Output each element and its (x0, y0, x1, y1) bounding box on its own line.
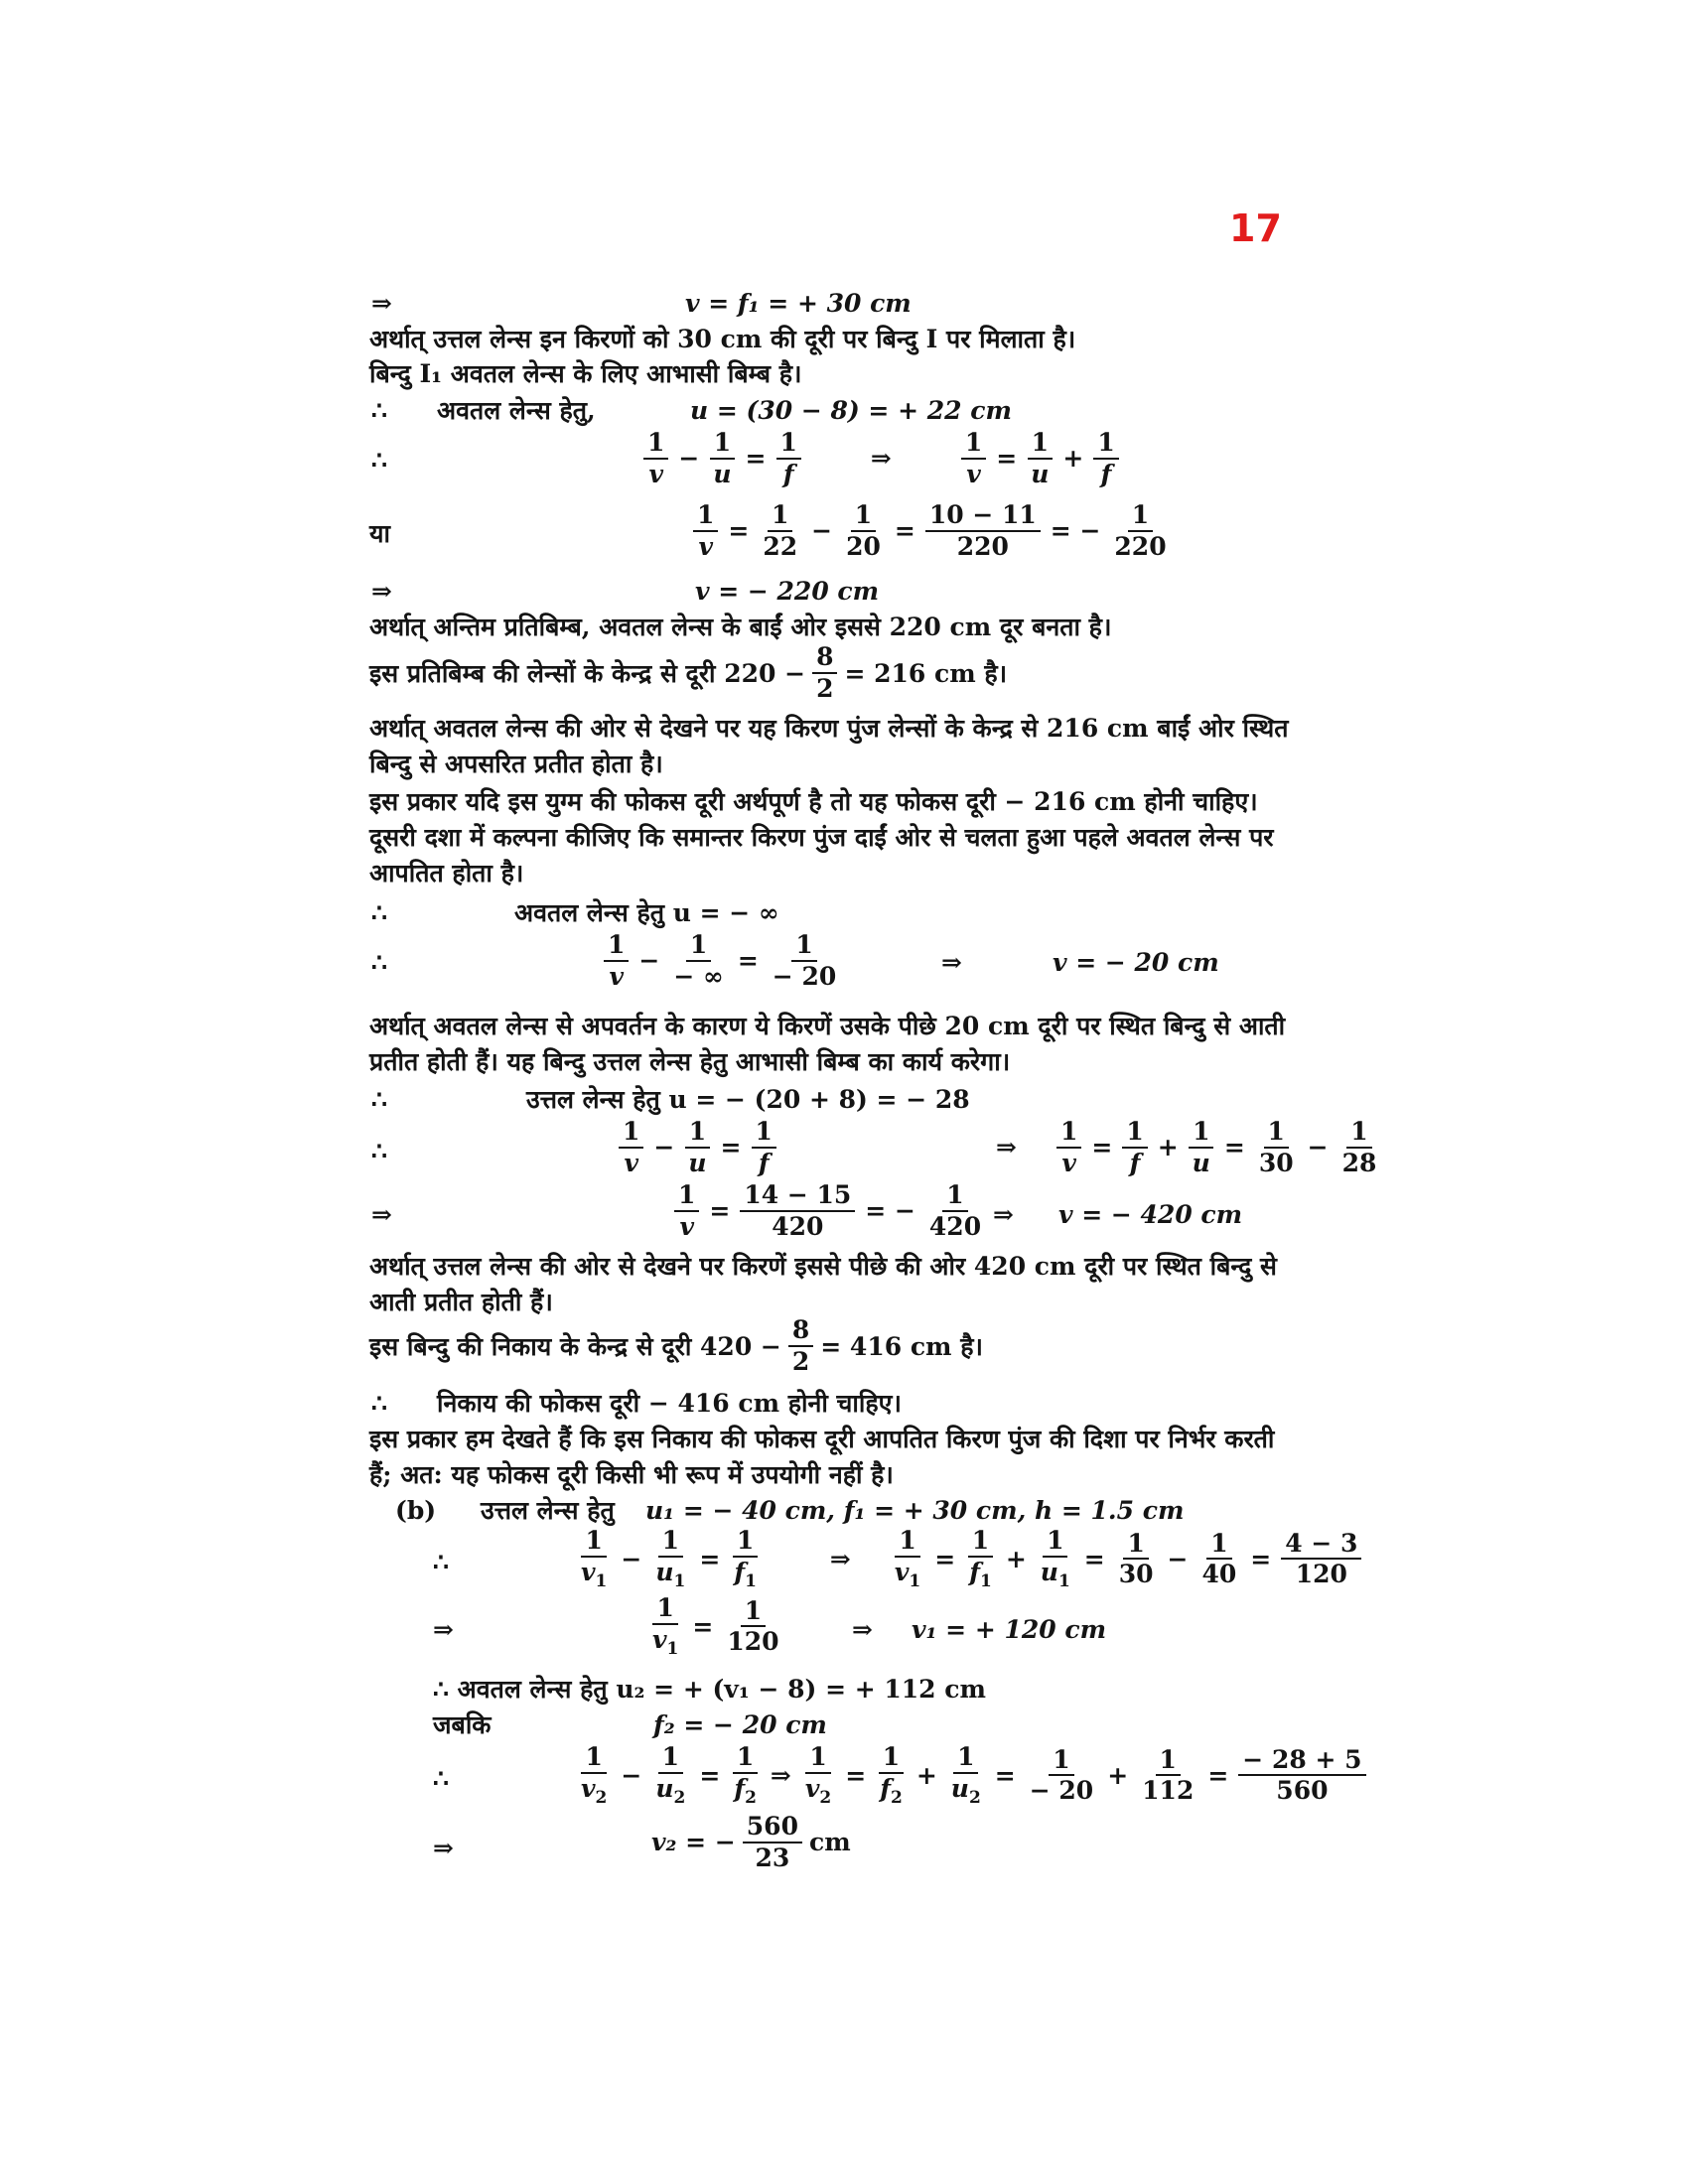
equation-1-over-v: $\frac{1}{v}$ = $\frac{1}{22}$ − $\frac{1}{20}$ = $\frac{10 - 11}{220}$ = − $\frac{1}{220}$ (690, 501, 1174, 560)
implies-mark: ⇒ (941, 948, 962, 977)
therefore-mark: ∴ (371, 948, 387, 977)
equation-u: u = (30 − 8) = + 22 cm (690, 396, 1012, 425)
text-line: इस प्रकार यदि इस युग्म की फोकस दूरी अर्थपूर्ण है तो यह फोकस दूरी − 216 cm होनी चाहिए। (369, 787, 1258, 816)
text-line: अर्थात् उत्तल लेन्स इन किरणों को 30 cm की दूरी पर बिन्दु I पर मिलाता है। (369, 325, 1076, 353)
equation-v-result: v = − 420 cm (1058, 1200, 1243, 1229)
equation-v2-result: v₂ = − $\frac{560}{23}$ cm (651, 1812, 851, 1872)
therefore-mark: ∴ (371, 1085, 387, 1114)
equation-convex-lens-2: ⇒ $\frac{1}{v}$ = $\frac{1}{f}$ + $\frac{1}{u}$ = $\frac{1}{30}$ − $\frac{1}{28}$ (996, 1117, 1377, 1177)
text-line: हैं; अत: यह फोकस दूरी किसी भी रूप में उपयोगी नहीं है। (369, 1460, 894, 1489)
equation-given-values: u₁ = − 40 cm, f₁ = + 30 cm, h = 1.5 cm (645, 1496, 1185, 1525)
therefore-mark: ∴ (371, 898, 387, 927)
text-line: निकाय की फोकस दूरी − 416 cm होनी चाहिए। (437, 1389, 902, 1418)
therefore-mark: ∴ (371, 1389, 387, 1418)
therefore-mark: ∴ (433, 1548, 449, 1576)
or-mark: या (369, 519, 390, 548)
implies-mark: ⇒ (371, 1200, 392, 1229)
text-line: आपतित होता है। (369, 859, 524, 887)
text-line: इस प्रकार हम देखते हैं कि इस निकाय की फोकस दूरी आपतित किरण पुंज की दिशा पर निर्भर करती (369, 1425, 1275, 1453)
equation-lens-formula: $\frac{1}{v}$ − $\frac{1}{u}$ = $\frac{1}{f}$ ⇒ $\frac{1}{v}$ = $\frac{1}{u}$ + $\frac{1}{f}$ (640, 429, 1122, 487)
implies-mark: ⇒ (371, 577, 392, 606)
therefore-mark: ∴ (371, 396, 387, 425)
text-line: बिन्दु से अपसरित प्रतीत होता है। (369, 750, 663, 778)
therefore-mark: ∴ (371, 1137, 387, 1165)
text-line: उत्तल लेन्स हेतु (481, 1496, 615, 1525)
equation-f2: f₂ = − 20 cm (653, 1710, 827, 1739)
therefore-mark: ∴ (433, 1764, 449, 1793)
text-line: दूसरी दशा में कल्पना कीजिए कि समान्तर किरण पुंज दाईं ओर से चलता हुआ पहले अवतल लेन्स पर (369, 823, 1274, 852)
implies-mark: ⇒ (852, 1615, 873, 1644)
text-line: ∴ अवतल लेन्स हेतु u₂ = + (v₁ − 8) = + 112 cm (433, 1675, 986, 1704)
implies-mark: ⇒ (993, 1200, 1014, 1229)
equation-420: $\frac{1}{v}$ = $\frac{14 - 15}{420}$ = − $\frac{1}{420}$ (671, 1181, 988, 1240)
equation-distance-216: इस प्रतिबिम्ब की लेन्सों के केन्द्र से दूरी 220 − $\frac{8}{2}$ = 216 cm है। (369, 642, 1008, 703)
text-line: अर्थात् अवतल लेन्स की ओर से देखने पर यह किरण पुंज लेन्सों के केन्द्र से 216 cm बाईं ओर स्थित (369, 714, 1289, 743)
text-line: उत्तल लेन्स हेतु u = − (20 + 8) = − 28 (526, 1085, 970, 1114)
equation-part-b-1: $\frac{1}{v_1}$ − $\frac{1}{u_1}$ = $\frac{1}{f_1}$ ⇒ $\frac{1}{v_1}$ = $\frac{1}{f_1}$ + $\frac{1}{u_1}$ = $\frac{1}{30}$ − $\frac{1}{40}$ = $\frac{4 - 3}{120}$ (574, 1527, 1364, 1590)
text-line: अवतल लेन्स हेतु u = − ∞ (514, 898, 779, 927)
equation-distance-416: इस बिन्दु की निकाय के केन्द्र से दूरी 420 − $\frac{8}{2}$ = 416 cm है। (369, 1315, 983, 1376)
equation-v-result: v = − 20 cm (1053, 948, 1219, 977)
text-line: अवतल लेन्स हेतु, (437, 396, 596, 425)
equation-part-b-2: $\frac{1}{v_1}$ = $\frac{1}{120}$ (652, 1593, 779, 1659)
equation-part-b-3: $\frac{1}{v_2}$ − $\frac{1}{u_2}$ = $\frac{1}{f_2}$ ⇒ $\frac{1}{v_2}$ = $\frac{1}{f_2}$ + $\frac{1}{u_2}$ = $\frac{1}{- 20}$ + $\frac{1}{112}$ = $\frac{- 28 + 5}{560}$ (574, 1743, 1369, 1807)
page-number: 17 (1229, 206, 1282, 250)
therefore-mark: ∴ (371, 446, 387, 475)
implies-mark: ⇒ (433, 1834, 454, 1862)
text-line: जबकि (433, 1710, 492, 1739)
equation-convex-lens: $\frac{1}{v}$ − $\frac{1}{u}$ = $\frac{1}{f}$ (616, 1118, 779, 1176)
text-line: आती प्रतीत होती हैं। (369, 1288, 553, 1316)
equation-v-f1: v = f₁ = + 30 cm (685, 289, 912, 318)
equation-concave-infinity: $\frac{1}{v}$ − $\frac{1}{- \infty}$ = $\frac{1}{- 20}$ (601, 931, 843, 990)
text-line: बिन्दु I₁ अवतल लेन्स के लिए आभासी बिम्ब है। (369, 359, 802, 388)
equation-v-result: v = − 220 cm (695, 577, 880, 606)
part-label: (b) (395, 1496, 437, 1525)
text-line: अर्थात् अवतल लेन्स से अपवर्तन के कारण ये किरणें उसके पीछे 20 cm दूरी पर स्थित बिन्दु से आती (369, 1012, 1286, 1040)
equation-v1-result: v₁ = + 120 cm (912, 1615, 1107, 1644)
implies-mark: ⇒ (433, 1615, 454, 1644)
implies-mark: ⇒ (371, 289, 392, 318)
text-line: अर्थात् अन्तिम प्रतिबिम्ब, अवतल लेन्स के बाईं ओर इससे 220 cm दूर बनता है। (369, 613, 1112, 641)
text-line: प्रतीत होती हैं। यह बिन्दु उत्तल लेन्स हेतु आभासी बिम्ब का कार्य करेगा। (369, 1047, 1011, 1076)
text-line: अर्थात् उत्तल लेन्स की ओर से देखने पर किरणें इससे पीछे की ओर 420 cm दूरी पर स्थित बिन्दु से (369, 1252, 1277, 1281)
